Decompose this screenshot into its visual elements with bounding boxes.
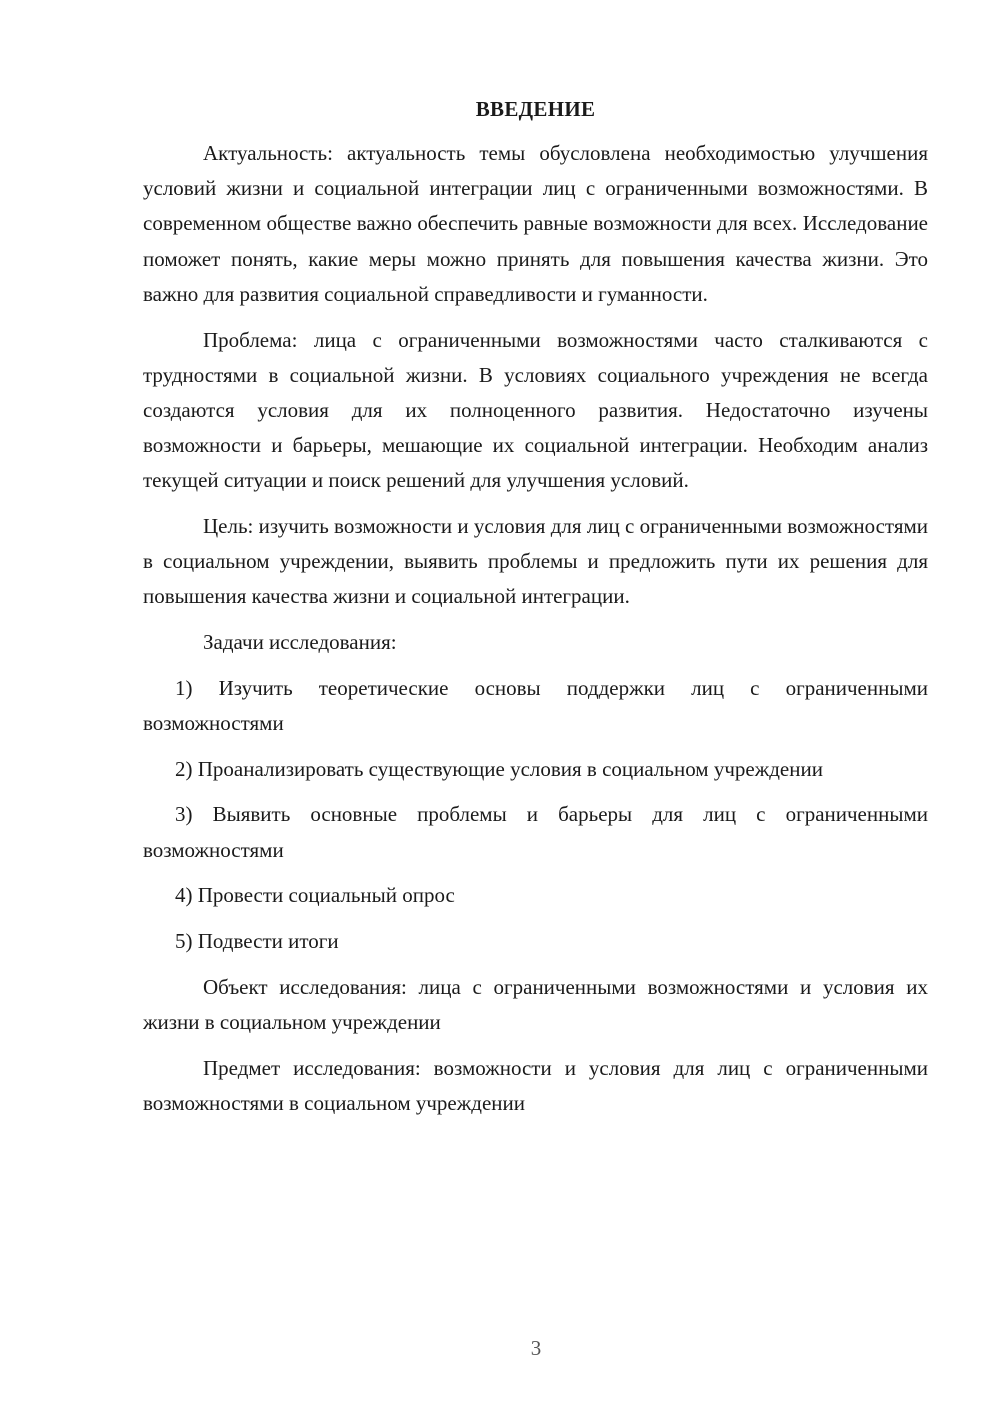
subject-paragraph: Предмет исследования: возможности и условия для лиц с ограниченными возможностями в социальном учреждении [143,1055,928,1115]
relevance-paragraph: Актуальность: актуальность темы обусловлена необходимостью улучшения условий жизни и социальной интеграции лиц с ограниченными возможностями. В современном обществе важно обеспечить равные возможности для всех. Исследование поможет понять, какие меры можно принять для повышения качества жизни. Это важно для развития социальной справедливости и гуманности. [143,141,928,306]
page-number: 3 [530,1336,542,1360]
list-item: 2) Проанализировать существующие условия в социальном учреждении [175,756,823,781]
problem-paragraph: Проблема: лица с ограниченными возможностями часто сталкиваются с трудностями в социальной жизни. В условиях социального учреждения не всегда создаются условия для их полноценного развития. Недостаточно изучены возможности и барьеры, мешающие их социальной интеграции. Необходим анализ текущей ситуации и поиск решений для улучшения условий. [143,327,928,493]
tasks-heading: Задачи исследования: [203,630,397,655]
object-paragraph: Объект исследования: лица с ограниченными возможностями и условия их жизни в социальном учреждении [143,974,928,1034]
section-title: ВВЕДЕНИЕ [475,97,596,121]
list-item: 5) Подвести итоги [175,929,339,954]
page-content [143,92,928,1132]
tasks-list [143,671,928,959]
list-item: 4) Провести социальный опрос [175,883,455,908]
list-item: 1) Изучить теоретические основы поддержки лиц с ограниченными возможностями [143,675,928,736]
goal-paragraph: Цель: изучить возможности и условия для лиц с ограниченными возможностями в социальном учреждении, выявить проблемы и предложить пути их решения для повышения качества жизни и социальной интеграции. [143,514,928,609]
list-item: 3) Выявить основные проблемы и барьеры для лиц с ограниченными возможностями [143,802,928,862]
